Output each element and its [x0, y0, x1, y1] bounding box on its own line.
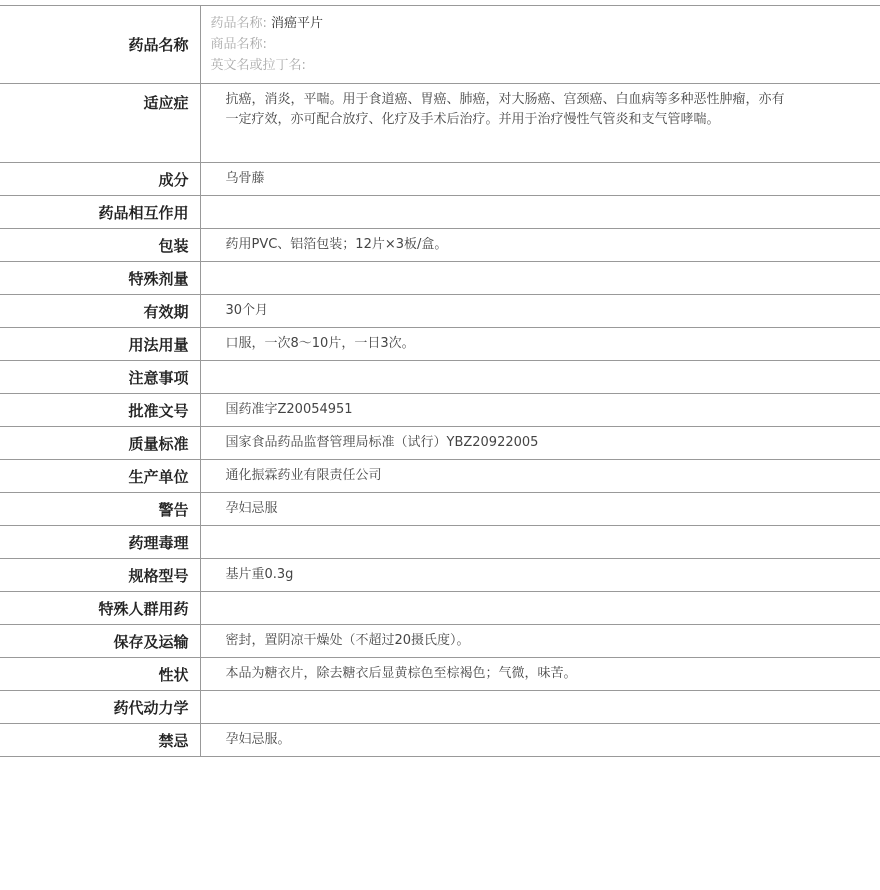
row-indications — [0, 84, 880, 163]
trade-name-key: 商品名称: — [210, 37, 267, 52]
label-indications: 适应症 — [0, 84, 200, 163]
row-shelf-life — [0, 295, 880, 328]
row-storage — [0, 625, 880, 658]
label-usage: 用法用量 — [0, 328, 200, 361]
value-warning: 孕妇忌服 — [200, 493, 880, 526]
row-usage — [0, 328, 880, 361]
value-contraindications: 孕妇忌服。 — [200, 724, 880, 757]
drug-name-block — [200, 6, 880, 84]
row-contraindications — [0, 724, 880, 757]
row-specification — [0, 559, 880, 592]
value-manufacturer: 通化振霖药业有限责任公司 — [200, 460, 880, 493]
label-specification: 规格型号 — [0, 559, 200, 592]
generic-name-value: 消癌平片 — [271, 16, 324, 31]
label-special-dosage: 特殊剂量 — [0, 262, 200, 295]
row-ingredients — [0, 163, 880, 196]
label-ingredients: 成分 — [0, 163, 200, 196]
latin-name-key: 英文名或拉丁名: — [210, 58, 306, 73]
drug-spec-table — [0, 5, 880, 757]
value-approval: 国药准字Z20054951 — [200, 394, 880, 427]
label-special-groups: 特殊人群用药 — [0, 592, 200, 625]
generic-name-line — [211, 13, 880, 34]
value-shelf-life: 30个月 — [200, 295, 880, 328]
row-precautions — [0, 361, 880, 394]
value-pharmacokinetics — [200, 691, 880, 724]
label-approval: 批准文号 — [0, 394, 200, 427]
row-special-dosage — [0, 262, 880, 295]
row-manufacturer — [0, 460, 880, 493]
latin-name-line — [211, 55, 880, 76]
value-indications: 抗癌，消炎，平喘。用于食道癌、胃癌、肺癌，对大肠癌、宫颈癌、白血病等多种恶性肿瘤，亦有一定疗效，亦可配合放疗、化疗及手术后治疗。并用于治疗慢性气管炎和支气管哮喘。 — [200, 84, 880, 163]
value-interactions — [200, 196, 880, 229]
value-specification: 基片重0.3g — [200, 559, 880, 592]
label-pharmacology: 药理毒理 — [0, 526, 200, 559]
value-precautions — [200, 361, 880, 394]
label-precautions: 注意事项 — [0, 361, 200, 394]
value-description: 本品为糖衣片，除去糖衣后显黄棕色至棕褐色；气微，味苦。 — [200, 658, 880, 691]
label-pharmacokinetics: 药代动力学 — [0, 691, 200, 724]
label-packaging: 包装 — [0, 229, 200, 262]
generic-name-key: 药品名称: — [210, 16, 267, 31]
row-approval — [0, 394, 880, 427]
row-drug-name — [0, 6, 880, 84]
value-pharmacology — [200, 526, 880, 559]
row-interactions — [0, 196, 880, 229]
label-storage: 保存及运输 — [0, 625, 200, 658]
value-packaging: 药用PVC、铝箔包装；12片×3板/盒。 — [200, 229, 880, 262]
row-description — [0, 658, 880, 691]
row-pharmacology — [0, 526, 880, 559]
row-warning — [0, 493, 880, 526]
label-interactions: 药品相互作用 — [0, 196, 200, 229]
row-special-groups — [0, 592, 880, 625]
value-ingredients: 乌骨藤 — [200, 163, 880, 196]
row-standard — [0, 427, 880, 460]
label-drug-name: 药品名称 — [0, 6, 200, 84]
label-warning: 警告 — [0, 493, 200, 526]
value-special-dosage — [200, 262, 880, 295]
value-standard: 国家食品药品监督管理局标准（试行）YBZ20922005 — [200, 427, 880, 460]
trade-name-line — [211, 34, 880, 55]
value-special-groups — [200, 592, 880, 625]
row-packaging — [0, 229, 880, 262]
label-description: 性状 — [0, 658, 200, 691]
label-shelf-life: 有效期 — [0, 295, 200, 328]
row-pharmacokinetics — [0, 691, 880, 724]
label-contraindications: 禁忌 — [0, 724, 200, 757]
value-usage: 口服，一次8～10片，一日3次。 — [200, 328, 880, 361]
label-manufacturer: 生产单位 — [0, 460, 200, 493]
label-standard: 质量标准 — [0, 427, 200, 460]
value-storage: 密封，置阴凉干燥处（不超过20摄氏度）。 — [200, 625, 880, 658]
